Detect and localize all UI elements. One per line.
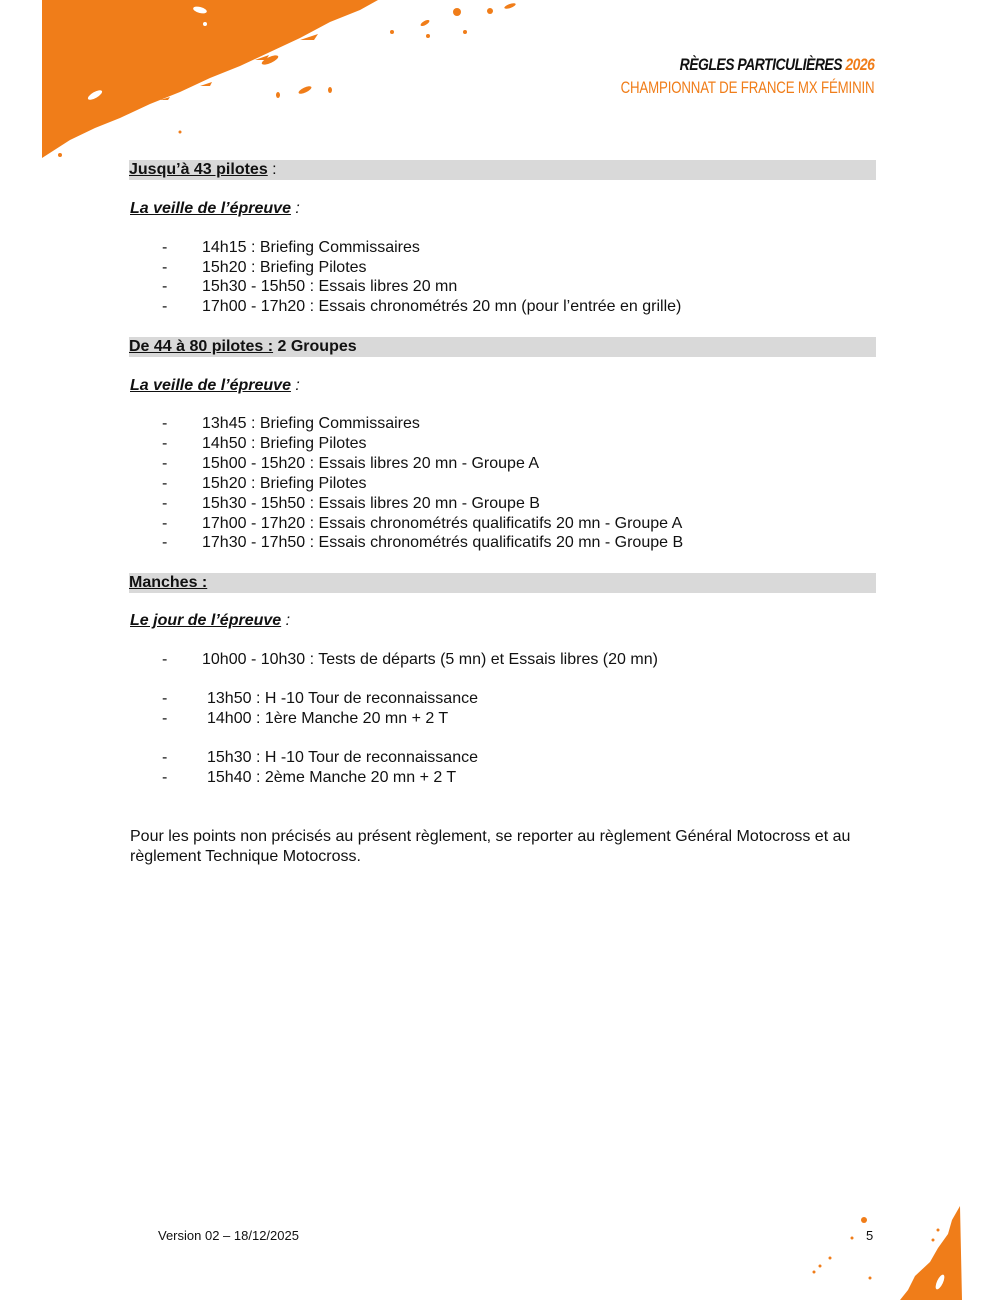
dash-bullet: -	[162, 455, 168, 472]
item-text: 15h30 : H -10 Tour de reconnaissance	[207, 749, 478, 766]
item-text: 15h20 : Briefing Pilotes	[202, 259, 367, 276]
subheading-suffix: :	[290, 200, 300, 217]
header-title-text: RÈGLES PARTICULIÈRES	[679, 55, 842, 74]
item-text: 15h00 - 15h20 : Essais libres 20 mn - Groupe A	[202, 455, 540, 472]
section-heading-up-to-43	[129, 160, 876, 180]
item-text: 15h30 - 15h50 : Essais libres 20 mn - Groupe B	[202, 495, 540, 512]
page-number: 5	[866, 1228, 874, 1243]
header-subtitle: CHAMPIONNAT DE FRANCE MX FÉMININ	[620, 78, 874, 97]
item-text: 15h20 : Briefing Pilotes	[202, 475, 367, 492]
dash-bullet: -	[162, 651, 168, 668]
item-text: 10h00 - 10h30 : Tests de départs (5 mn) et Essais libres (20 mn)	[202, 651, 658, 668]
document-header	[549, 55, 874, 98]
footer-version: Version 02 – 18/12/2025	[158, 1228, 299, 1243]
dash-bullet: -	[162, 495, 168, 512]
header-title	[607, 55, 874, 75]
subheading-text: La veille de l’épreuve	[130, 377, 291, 394]
dash-bullet: -	[162, 239, 168, 256]
header-year: 2026	[844, 55, 874, 74]
subheading-text: Le jour de l’épreuve	[130, 612, 282, 629]
dash-bullet: -	[162, 710, 168, 727]
dash-bullet: -	[162, 690, 168, 707]
dash-bullet: -	[162, 278, 168, 295]
item-text: 14h00 : 1ère Manche 20 mn + 2 T	[207, 710, 449, 727]
subheading-suffix: :	[281, 612, 291, 629]
section-heading-text: Manches :	[129, 574, 208, 591]
closing-paragraph: Pour les points non précisés au présent règlement, se reporter au règlement Général Motocross et au règlement Technique Motocross.	[130, 828, 851, 865]
section-heading-text: De 44 à 80 pilotes :	[129, 338, 274, 355]
item-text: 13h45 : Briefing Commissaires	[202, 415, 420, 432]
subheading	[130, 611, 290, 631]
subheading	[130, 199, 300, 219]
dash-bullet: -	[162, 298, 168, 315]
subheading-text: La veille de l’épreuve	[130, 200, 291, 217]
dash-bullet: -	[162, 259, 168, 276]
item-text: 15h30 - 15h50 : Essais libres 20 mn	[202, 278, 458, 295]
section-heading-suffix: 2 Groupes	[273, 338, 357, 355]
subheading-suffix: :	[290, 377, 300, 394]
orange-splash-decoration	[0, 0, 560, 170]
subheading	[130, 376, 300, 396]
section-heading-44-to-80	[129, 337, 876, 357]
item-text: 15h40 : 2ème Manche 20 mn + 2 T	[207, 769, 457, 786]
dash-bullet: -	[162, 475, 168, 492]
item-text: 14h50 : Briefing Pilotes	[202, 435, 367, 452]
dash-bullet: -	[162, 515, 168, 532]
item-text: 17h00 - 17h20 : Essais chronométrés qualificatifs 20 mn - Groupe A	[202, 515, 683, 532]
section-heading-suffix: :	[267, 161, 277, 178]
dash-bullet: -	[162, 435, 168, 452]
item-text: 17h00 - 17h20 : Essais chronométrés 20 mn (pour l’entrée en grille)	[202, 298, 682, 315]
dash-bullet: -	[162, 415, 168, 432]
dash-bullet: -	[162, 769, 168, 786]
item-text: 13h50 : H -10 Tour de reconnaissance	[207, 690, 478, 707]
section-heading-text: Jusqu’à 43 pilotes	[129, 161, 268, 178]
dash-bullet: -	[162, 534, 168, 551]
orange-splash-decoration-bottom	[790, 1200, 1005, 1300]
item-text: 17h30 - 17h50 : Essais chronométrés qualificatifs 20 mn - Groupe B	[202, 534, 684, 551]
item-text: 14h15 : Briefing Commissaires	[202, 239, 420, 256]
dash-bullet: -	[162, 749, 168, 766]
section-heading-manches	[129, 573, 876, 593]
